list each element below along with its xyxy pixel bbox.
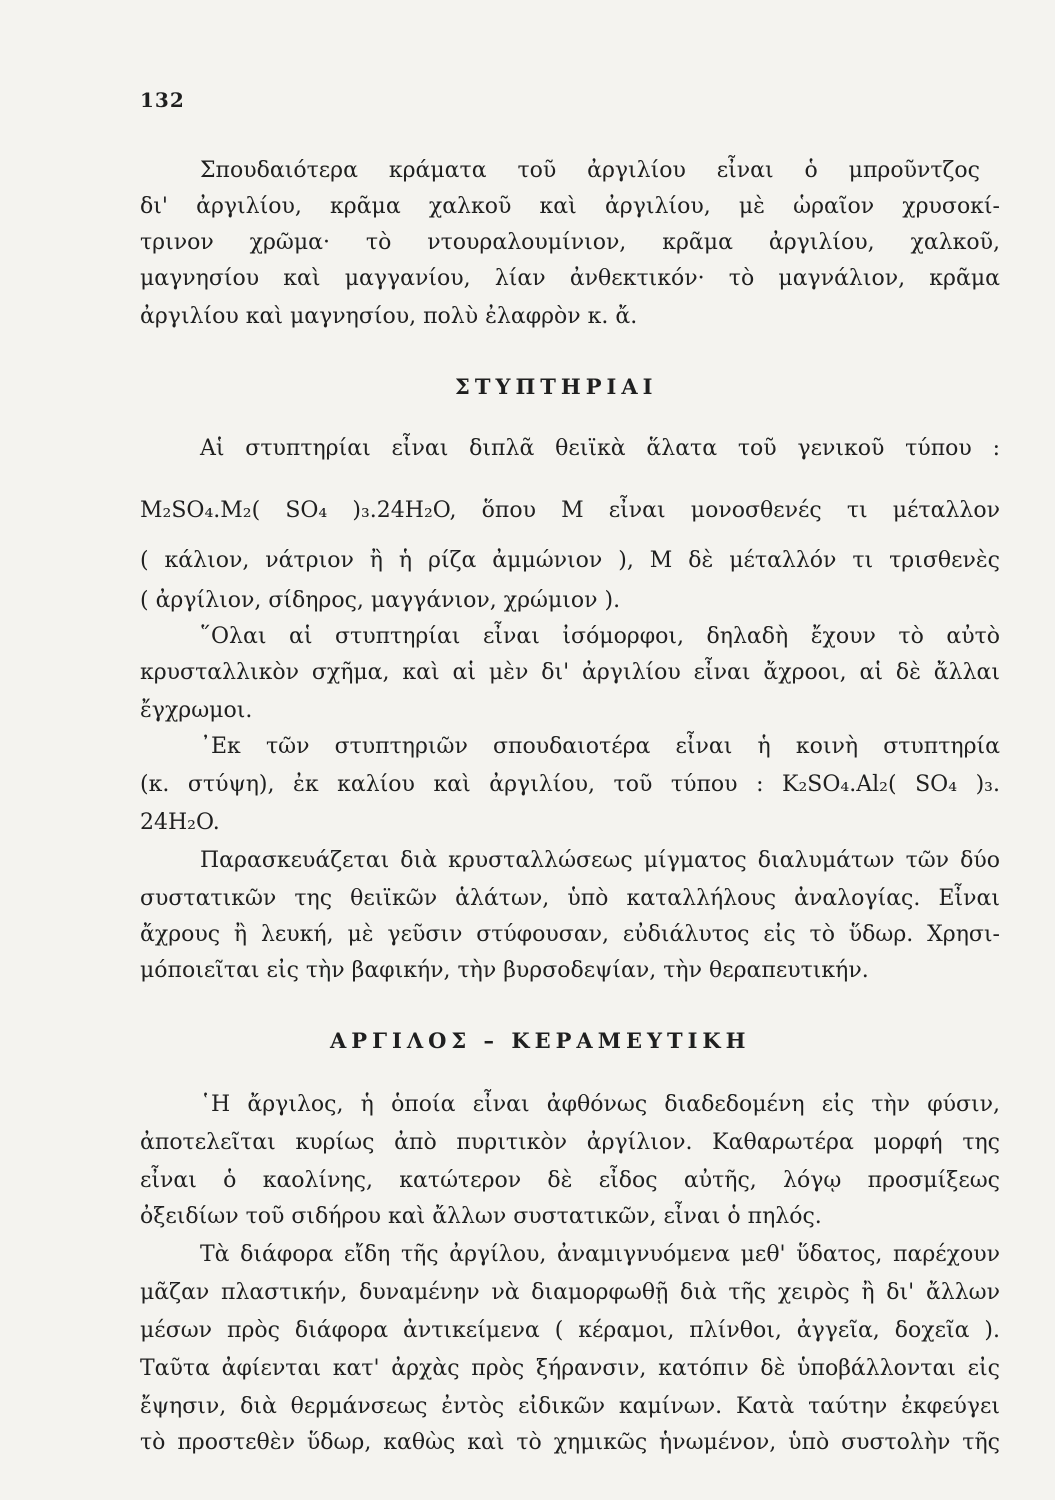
text-line: ( κάλιον, νάτριον ἢ ἡ ρίζα ἀμμώνιον ), M δὲ μέταλλόν τι τρισθενὲς	[140, 548, 1000, 573]
text-line: ῞Ολαι αἱ στυπτηρίαι εἶναι ἰσόμορφοι, δηλαδὴ ἔχουν τὸ αὐτὸ	[200, 624, 1000, 649]
section-heading-stypteriai: ΣΤΥΠΤΗΡΙΑΙ	[455, 374, 658, 399]
text-line: δι' ἀργιλίου, κρᾶμα χαλκοῦ καὶ ἀργιλίου, μὲ ὡραῖον χρυσοκί-	[140, 194, 1000, 219]
text-line: ῾Η ἄργιλος, ἡ ὁποία εἶναι ἀφθόνως διαδεδομένη εἰς τὴν φύσιν,	[200, 1092, 1000, 1117]
text-line: μόποιεῖται εἰς τὴν βαφικήν, τὴν βυρσοδεψίαν, τὴν θεραπευτικήν.	[140, 958, 869, 983]
text-line: ᾿Εκ τῶν στυπτηριῶν σπουδαιοτέρα εἶναι ἡ κοινὴ στυπτηρία	[200, 734, 1000, 759]
text-line: ὀξειδίων τοῦ σιδήρου καὶ ἄλλων συστατικῶν, εἶναι ὁ πηλός.	[140, 1204, 822, 1229]
text-line: κρυσταλλικὸν σχῆμα, καὶ αἱ μὲν δι' ἀργιλίου εἶναι ἄχροοι, αἱ δὲ ἄλλαι	[140, 660, 1000, 685]
text-line: ( ἀργίλιον, σίδηρος, μαγγάνιον, χρώμιον ).	[140, 588, 621, 613]
text-line: τρινον χρῶμα· τὸ ντουραλουμίνιον, κρᾶμα ἀργιλίου, χαλκοῦ,	[140, 230, 1000, 255]
text-line: Ταῦτα ἀφίενται κατ' ἀρχὰς πρὸς ξήρανσιν, κατόπιν δὲ ὑποβάλλονται εἰς	[140, 1356, 1000, 1381]
text-line: εἶναι ὁ καολίνης, κατώτερον δὲ εἶδος αὐτῆς, λόγῳ προσμίξεως	[140, 1168, 1000, 1193]
text-line: μαγνησίου καὶ μαγγανίου, λίαν ἀνθεκτικόν· τὸ μαγνάλιον, κρᾶμα	[140, 266, 1000, 291]
text-line: ἀποτελεῖται κυρίως ἀπὸ πυριτικὸν ἀργίλιον. Καθαρωτέρα μορφή της	[140, 1130, 1000, 1155]
text-line: 24H₂O.	[140, 810, 220, 835]
text-line: μέσων πρὸς διάφορα ἀντικείμενα ( κέραμοι, πλίνθοι, ἀγγεῖα, δοχεῖα ).	[140, 1318, 1000, 1343]
text-line: Παρασκευάζεται διὰ κρυσταλλώσεως μίγματος διαλυμάτων τῶν δύο	[200, 848, 1000, 873]
text-line: Σπουδαιότερα κράματα τοῦ ἀργιλίου εἶναι ὁ μπροῦντζος	[200, 158, 980, 183]
text-line: μᾶζαν πλαστικήν, δυναμένην νὰ διαμορφωθῇ διὰ τῆς χειρὸς ἢ δι' ἄλλων	[140, 1280, 1000, 1305]
text-line: ἔψησιν, διὰ θερμάνσεως ἐντὸς εἰδικῶν καμίνων. Κατὰ ταύτην ἐκφεύγει	[140, 1394, 1000, 1419]
text-line: συστατικῶν της θειϊκῶν ἁλάτων, ὑπὸ καταλλήλους ἀναλογίας. Εἶναι	[140, 886, 1000, 911]
text-line: Τὰ διάφορα εἴδη τῆς ἀργίλου, ἀναμιγνυόμενα μεθ' ὕδατος, παρέχουν	[200, 1242, 1000, 1267]
text-line: Αἱ στυπτηρίαι εἶναι διπλᾶ θειϊκὰ ἅλατα τοῦ γενικοῦ τύπου :	[200, 436, 1000, 461]
text-line: ἔγχρωμοι.	[140, 698, 253, 723]
section-heading-argilos-kerameutiki: ΑΡΓΙΛΟΣ – ΚΕΡΑΜΕΥΤΙΚΗ	[330, 1028, 751, 1053]
text-line: (κ. στύψη), ἐκ καλίου καὶ ἀργιλίου, τοῦ τύπου : K₂SO₄.Al₂( SO₄ )₃.	[140, 772, 1000, 797]
text-line: ἀργιλίου καὶ μαγνησίου, πολὺ ἐλαφρὸν κ. ἄ.	[140, 304, 638, 329]
text-line: M₂SO₄.M₂( SO₄ )₃.24H₂O, ὅπου M εἶναι μονοσθενές τι μέταλλον	[140, 498, 1000, 523]
text-line: τὸ προστεθὲν ὕδωρ, καθὼς καὶ τὸ χημικῶς ἡνωμένον, ὑπὸ συστολὴν τῆς	[140, 1430, 1000, 1455]
page-number: 132	[140, 88, 185, 112]
text-line: ἄχρους ἢ λευκή, μὲ γεῦσιν στύφουσαν, εὐδιάλυτος εἰς τὸ ὕδωρ. Χρησι-	[140, 922, 1000, 947]
